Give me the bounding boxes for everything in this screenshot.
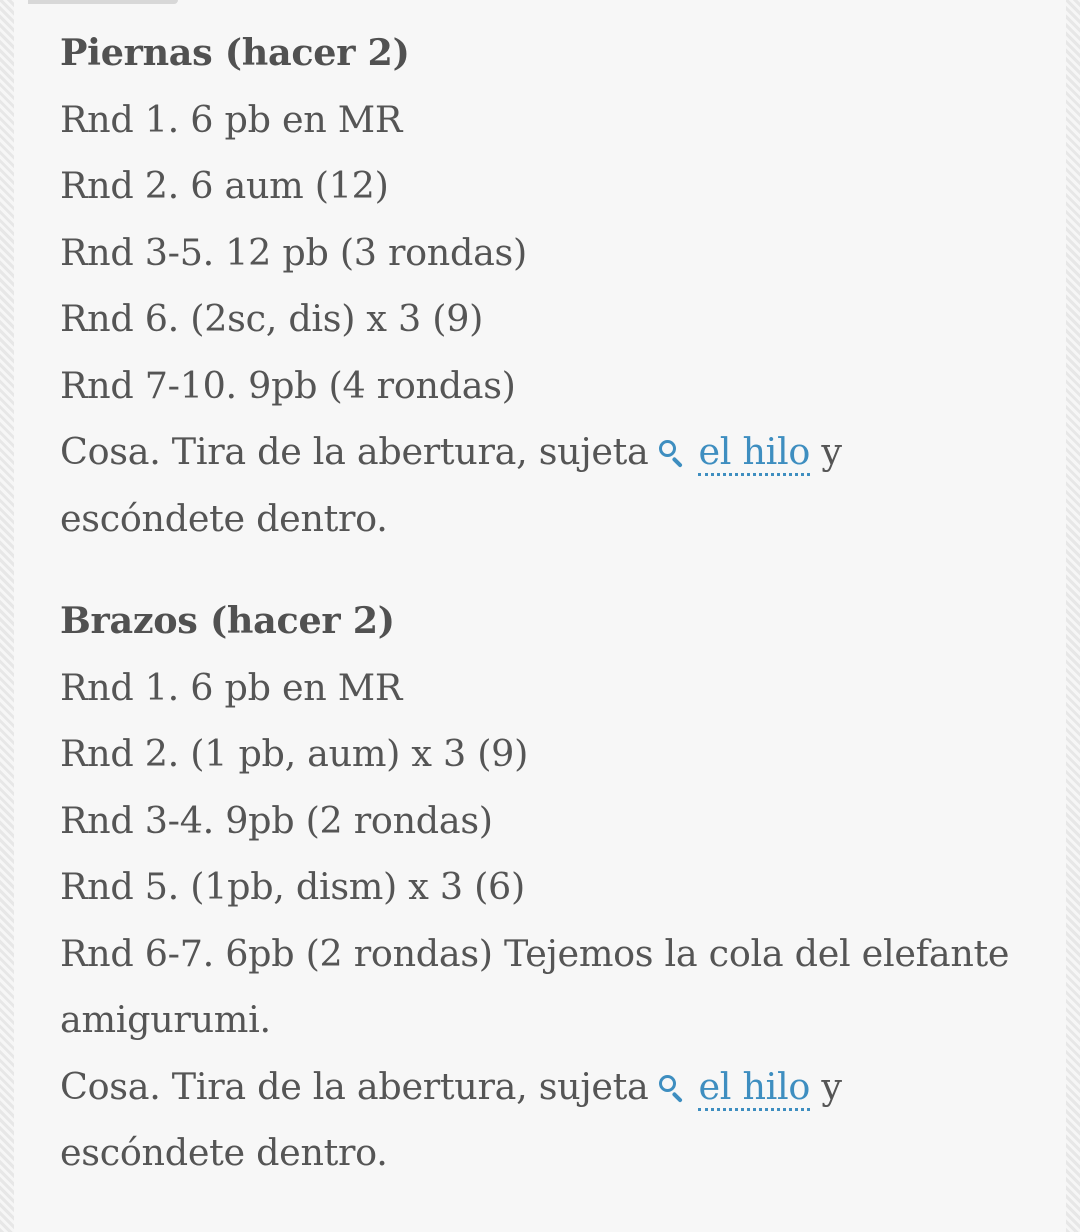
round-line: Rnd 1. 6 pb en MR (60, 665, 403, 709)
round-line: Rnd 2. (1 pb, aum) x 3 (9) (60, 732, 529, 775)
pattern-content (60, 20, 1050, 1187)
search-icon[interactable] (658, 1075, 684, 1101)
section-piernas (60, 20, 1050, 552)
page-frame-left (0, 0, 14, 1232)
closing-line-2: escóndete dentro. (60, 496, 388, 540)
top-shadow (28, 0, 178, 4)
closing-text: Cosa. Tira de la abertura, sujeta (60, 430, 649, 473)
closing-text-after: y (810, 1064, 842, 1108)
round-line: Rnd 5. (1pb, dism) x 3 (6) (60, 865, 525, 908)
round-line: amigurumi. (60, 998, 271, 1041)
round-line: Rnd 3-4. 9pb (2 rondas) (60, 798, 493, 842)
round-line: Rnd 6. (2sc, dis) x 3 (9) (60, 297, 484, 340)
round-line: Rnd 3-5. 12 pb (3 rondas) (60, 230, 527, 274)
closing-line-2: escóndete dentro. (60, 1131, 388, 1174)
round-line: Rnd 2. 6 aum (12) (60, 164, 389, 207)
search-icon[interactable] (658, 440, 684, 466)
page-frame-right (1066, 0, 1080, 1232)
section-brazos (60, 588, 1050, 1187)
closing-line (60, 419, 1050, 486)
el-hilo-link[interactable]: el hilo (698, 430, 810, 476)
section-title: Brazos (hacer 2) (60, 599, 395, 642)
closing-text: Cosa. Tira de la abertura, sujeta (60, 1064, 649, 1108)
closing-text-after: y (810, 430, 842, 473)
round-line: Rnd 6-7. 6pb (2 rondas) Tejemos la cola del elefante (60, 931, 1010, 975)
round-line: Rnd 1. 6 pb en MR (60, 97, 403, 141)
section-title: Piernas (hacer 2) (60, 31, 410, 74)
round-line: Rnd 7-10. 9pb (4 rondas) (60, 363, 516, 407)
closing-line (60, 1054, 1050, 1121)
section-gap (60, 552, 1050, 588)
el-hilo-link[interactable]: el hilo (698, 1065, 810, 1111)
